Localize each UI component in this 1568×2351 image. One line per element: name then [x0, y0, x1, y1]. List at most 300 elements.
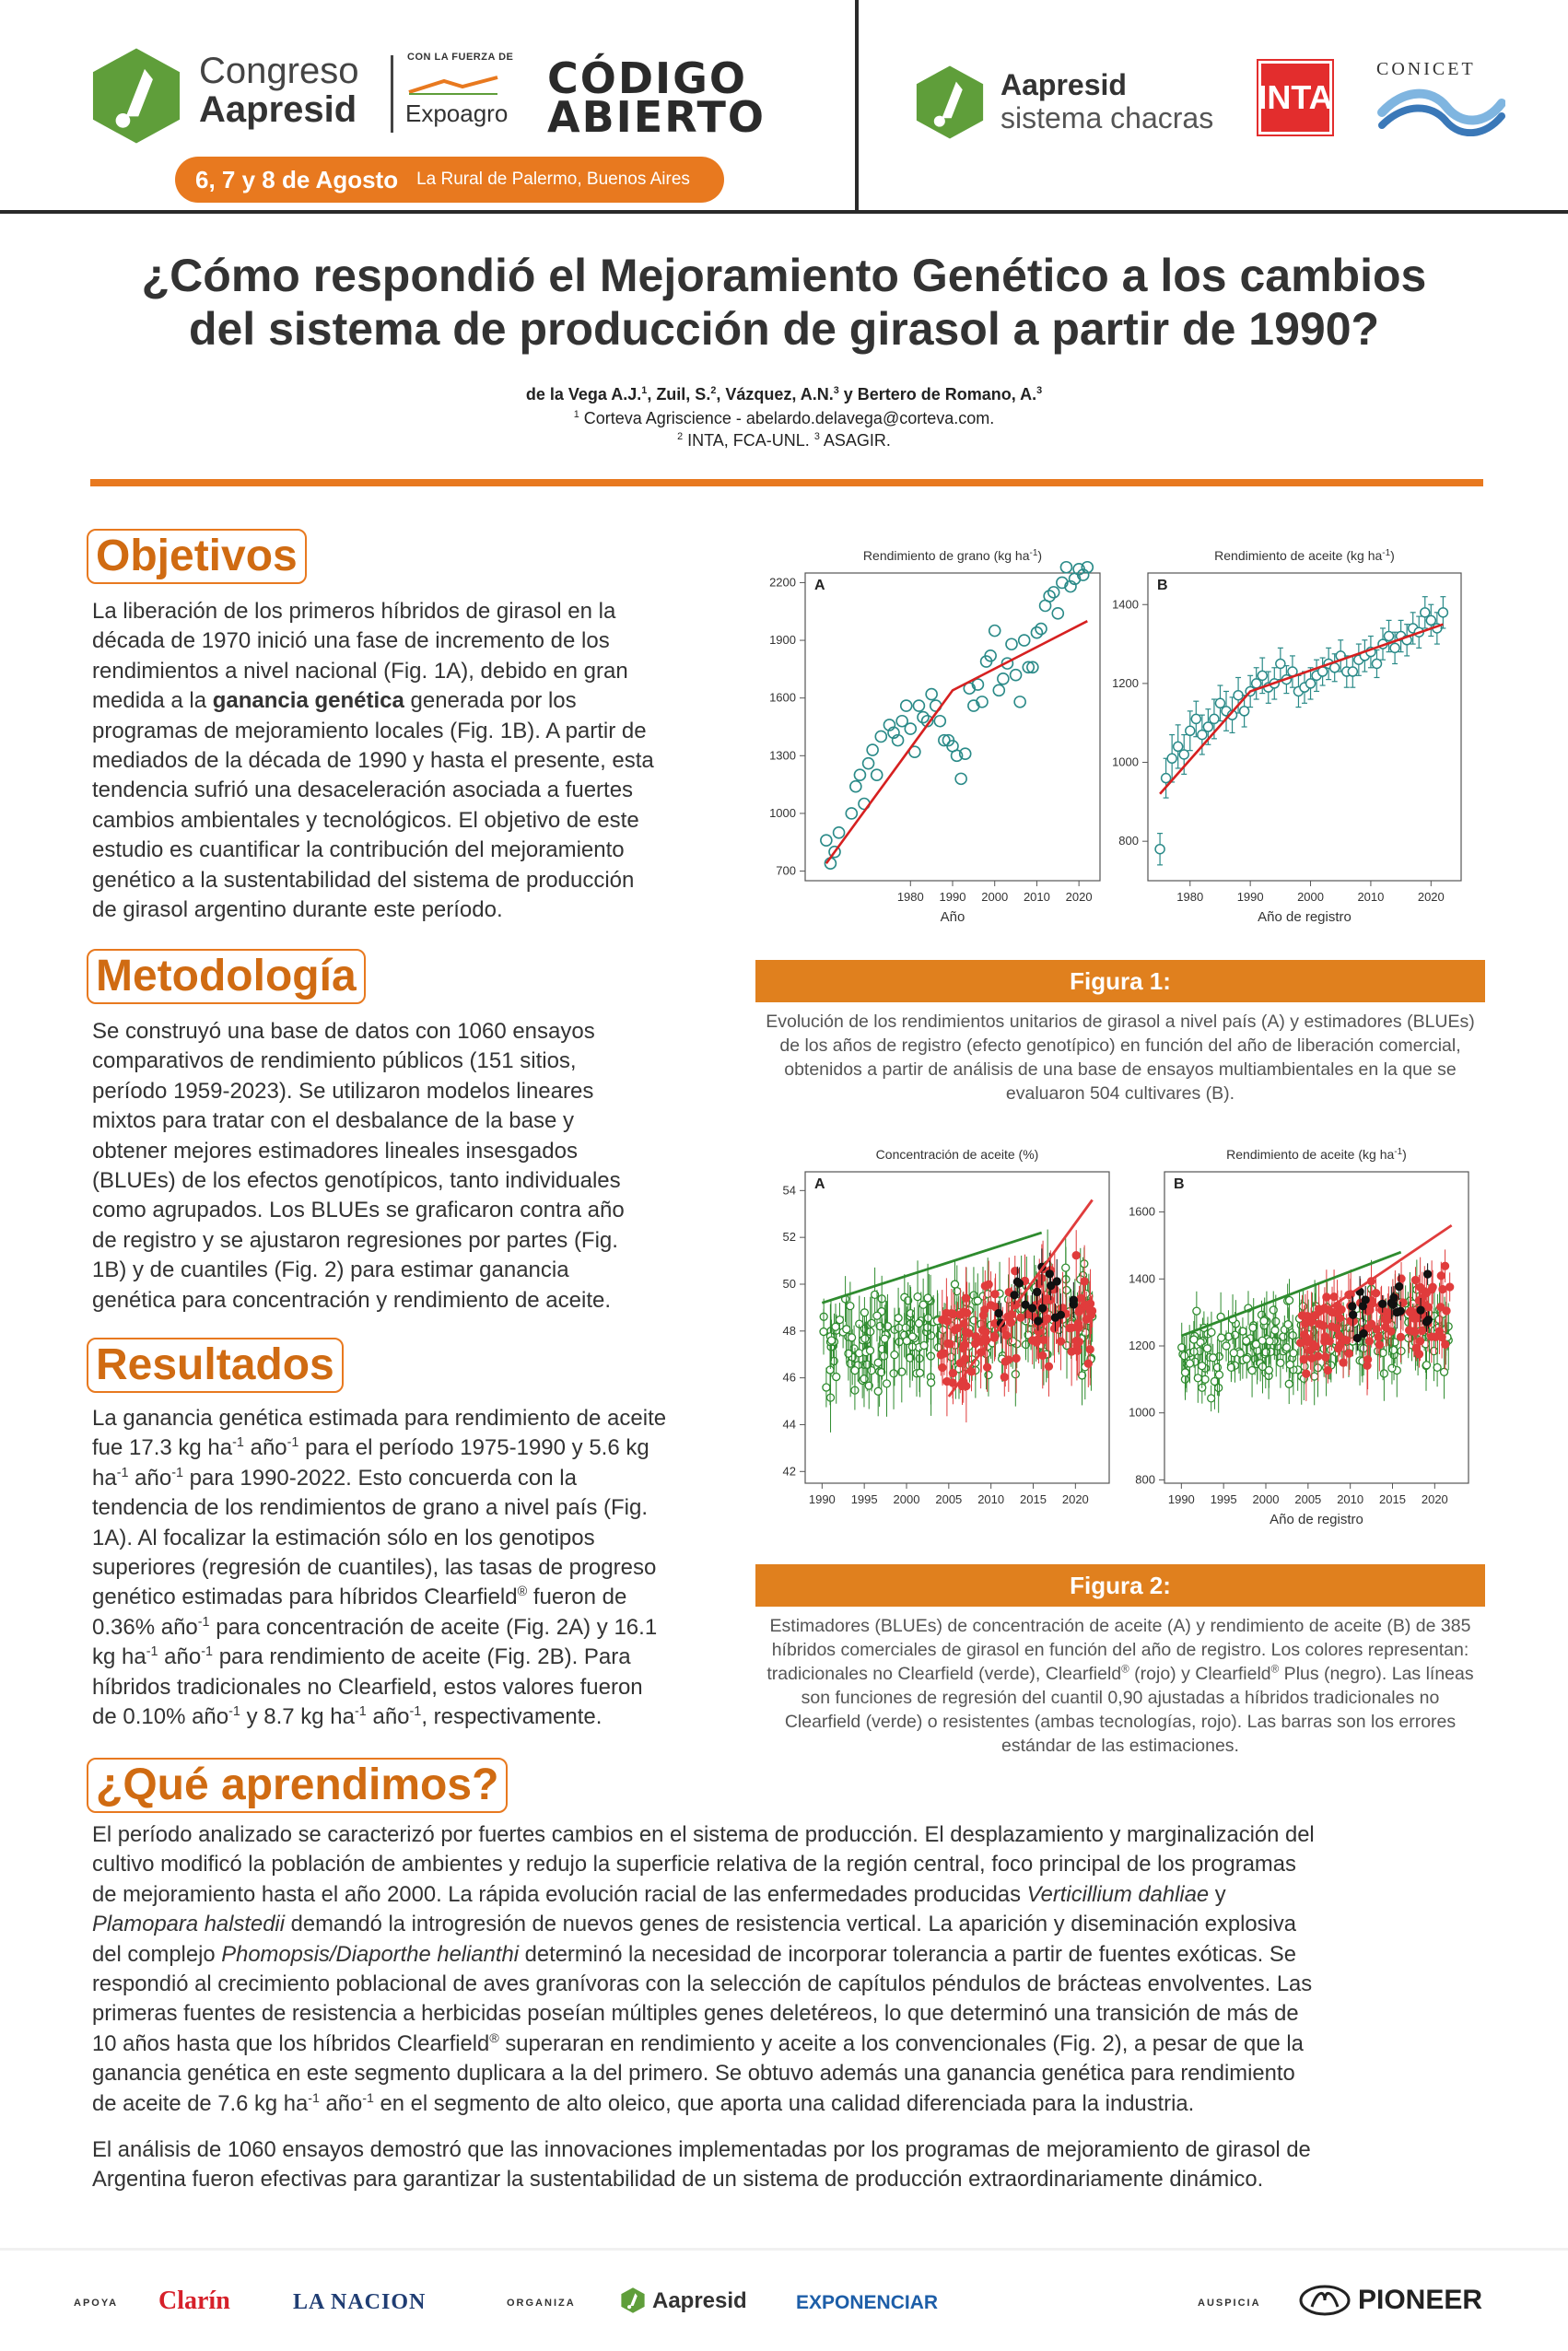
authors: de la Vega A.J.$^1$, Zuil, S.$^2$, Vázquez, A.N.$^3$ y Bertero de Romano, A.$^3$	[525, 385, 1043, 404]
fig2b-point	[1215, 1371, 1223, 1378]
fig1a-title: Rendimiento de grano (kg $ha^{-1}$)	[862, 547, 1043, 563]
fig2b-point	[1215, 1384, 1223, 1391]
fig2b-point	[1208, 1328, 1215, 1336]
fig2b-point	[1388, 1364, 1396, 1372]
fig1b-axes	[1112, 548, 1461, 926]
fig2a-point	[867, 1347, 874, 1354]
resultados-heading: Resultados	[87, 1338, 344, 1393]
fig1b-title: Rendimiento de aceite (kg $ha^{-1}$)	[1214, 547, 1395, 563]
fig2b-point	[1368, 1320, 1375, 1328]
fig2b-point	[1365, 1338, 1373, 1345]
fig2b-point	[1328, 1308, 1336, 1316]
fig1a-panel-label: A	[814, 578, 825, 593]
fig1b-point	[1240, 707, 1249, 716]
metodologia-text: Se construyó una base de datos con 1060 ensayos comparativos de rendimiento públicos (151 sitios, período 1959-2023). Se utilizaron modelos lineares mixtos para tratar con el desbalance de la base y obtener mejores estimadores lineales insesgados (BLUEs) de los efectos genotípicos, tanto individuales como agrupados. Los BLUEs se graficaron contra año de registro y se ajustaron regresiones por partes (Fig. 1B) y de cuantiles (Fig. 2) para estimar ganancia genética para concentración y rendimiento de aceite.	[92, 1019, 625, 1313]
fig2b-point	[1199, 1363, 1206, 1370]
fig1b-point	[1252, 679, 1261, 688]
fig2a-point	[881, 1335, 888, 1342]
fig2a-xtick-label-1995: 1995	[850, 1492, 878, 1506]
figure-1-chart	[743, 536, 1485, 951]
fig2b-point	[1290, 1350, 1297, 1357]
fig2b-point	[1390, 1294, 1398, 1302]
fig1b-point	[1179, 750, 1188, 759]
fig2b-point	[1419, 1327, 1426, 1334]
fig2b-point	[1437, 1304, 1445, 1311]
fig1b-point	[1421, 608, 1430, 617]
fig2b-point	[1181, 1369, 1188, 1376]
fig1b-point	[1276, 659, 1285, 668]
fig1a-point	[1052, 608, 1063, 619]
fig1b-ytick-label-1000: 1000	[1112, 754, 1139, 769]
fig2a-point	[1072, 1252, 1080, 1259]
title-rule	[90, 479, 1483, 486]
fig2b-point	[1328, 1346, 1335, 1353]
fig2b-point	[1424, 1316, 1432, 1324]
fig2b-point	[1379, 1300, 1387, 1307]
fig2a-point	[828, 1337, 836, 1344]
fig1b-xlabel: Año de registro	[1258, 909, 1352, 925]
aprendimos-text-1: El período analizado se caracterizó por fuertes cambios en el sistema de producción. El desplazamiento y marginalización del cultivo modificó la población de ambientes y redujo la superficie relativa de la región central, foco principal de los programas de mejoramiento hasta el año 2000. La rápida evolución racial de las enfermedades producidas Verticillium dahliae y Plamopara halstedii demandó la introgresión de nuevos genes de resistencia vertical. La aparición y diseminación explosiva del complejo Phomopsis/Diaporthe helianthi determinó la necesidad de incorporar tolerancia a partir de fuentes exóticas. Se respondió al crecimiento poblacional de aves granívoras con la selección de capítulos péndulos de brácteas envolventes. Las primeras fuentes de resistencia a herbicidas poseían múltiples genes deletéreos, lo que determinó una transición de más de 10 años hasta que los híbridos Clearfield® superaran en rendimiento y aceite a los convencionales (Fig. 2), a pesar de que la ganancia genética en este segmento duplicara a la del primero. Se obtuvo además una ganancia genética para rendimiento de aceite de 7.6 kg $ha^{-1}$ año$^{-1}$ en el segmento de alto oleico, que aporta una calidad diferenciada para la industria.	[92, 1822, 1315, 2116]
fig2a-point	[843, 1326, 850, 1333]
fig1b-point	[1372, 659, 1381, 668]
fig1b-point	[1306, 679, 1316, 688]
fig2b-point	[1277, 1359, 1284, 1366]
fig2a-point	[1063, 1286, 1071, 1293]
fig1a-point	[850, 781, 861, 792]
fig2a-panel-label: A	[814, 1176, 825, 1192]
fig2a-point	[823, 1384, 830, 1391]
fig2a-point	[943, 1378, 951, 1386]
congreso-logo-icon	[85, 44, 188, 147]
fig2b-point	[1289, 1332, 1296, 1339]
title-line-1: ¿Cómo respondió el Mejoramiento Genético a los cambios	[141, 250, 1427, 301]
fig2b-point	[1271, 1327, 1279, 1334]
fig1b-point	[1203, 722, 1212, 731]
fig2a-point	[861, 1335, 869, 1342]
fig2a-point	[848, 1334, 856, 1341]
figure-1-caption: Evolución de los rendimientos unitarios de girasol a nivel país (A) y estimadores (BLUEs) de los años de registro (efecto genotípico) en función del año de liberación comercial, obtenidos a partir de análisis de una base de ensayos multiambientales en la que se evaluaron 504 cultivares (B).	[766, 1012, 1475, 1104]
fig2a-point	[1068, 1348, 1075, 1355]
fig2b-ytick-label-1000: 1000	[1129, 1405, 1155, 1420]
fig1a-point	[875, 731, 886, 742]
fig2a-point	[995, 1310, 1002, 1317]
fig2a-point	[873, 1312, 881, 1319]
organiza-label: ORGANIZA	[507, 2298, 576, 2309]
fig2b-point	[1446, 1283, 1454, 1291]
fig2b-point	[1397, 1333, 1404, 1340]
fig2a-point	[979, 1312, 987, 1319]
fig2a-point	[820, 1328, 827, 1336]
fig2b-point	[1186, 1360, 1193, 1367]
fig2a-point	[1039, 1304, 1047, 1312]
fig1b-point	[1191, 714, 1200, 723]
fig2a-point	[1076, 1306, 1083, 1314]
fig2b-point	[1323, 1293, 1330, 1301]
fig2a-point	[1045, 1363, 1052, 1370]
fig2b-point	[1297, 1339, 1305, 1347]
fig2a-point	[1001, 1358, 1009, 1365]
fig1b-xtick-label-2000: 2000	[1297, 890, 1324, 904]
fig2a-point	[1028, 1304, 1036, 1312]
fig2b-point	[1364, 1356, 1372, 1363]
pioneer-oval-icon	[1299, 2285, 1351, 2316]
fig2b-point	[1223, 1342, 1230, 1350]
fig2b-point	[1304, 1338, 1311, 1345]
fig2b-point	[1380, 1370, 1387, 1377]
fig2b-title: Rendimiento de aceite (kg $ha^{-1}$)	[1226, 1146, 1407, 1162]
fig1a-ytick-label-1000: 1000	[769, 805, 796, 820]
affiliation-2: $^2$ INTA, FCA-UNL. $^3$ ASAGIR.	[677, 431, 891, 450]
fig2a-ytick-label-42: 42	[782, 1464, 796, 1479]
fig1a-point	[821, 835, 832, 846]
fig1b-point	[1330, 663, 1340, 673]
fig1b-point	[1348, 667, 1357, 676]
fig2b-point	[1359, 1318, 1366, 1326]
fig2a-point	[917, 1369, 924, 1376]
logo-divider	[391, 55, 393, 133]
fig2b-point	[1437, 1272, 1445, 1280]
fig2a-point	[951, 1281, 958, 1288]
fig2b-point	[1283, 1344, 1291, 1351]
fig1a-point	[872, 769, 883, 780]
fig2a-xtick-label-2000: 2000	[893, 1492, 920, 1506]
fig2b-point	[1375, 1333, 1382, 1340]
fig1a-ytick-label-1900: 1900	[769, 633, 796, 648]
fig2a-point	[954, 1288, 961, 1295]
fig2b-point	[1417, 1338, 1424, 1345]
fig1b-xtick-label-2020: 2020	[1417, 890, 1445, 904]
fig1b-xtick-label-2010: 2010	[1357, 890, 1385, 904]
fig2a-ytick-label-54: 54	[782, 1183, 796, 1198]
conicet-wordmark: CONICET	[1376, 59, 1476, 79]
fig2a-point	[1057, 1338, 1064, 1345]
fig2b-point	[1442, 1340, 1449, 1348]
fig2a-point	[1075, 1325, 1082, 1332]
figure-2-caption: Estimadores (BLUEs) de concentración de aceite (A) y rendimiento de aceite (B) de 385 híbridos comerciales de girasol en función del año de registro. Los colores representan: tradicionales no Clearfield (verde), Clearfield® (rojo) y Clearfield® Plus (negro). Las líneas son funciones de regresión del cuantil 0,90 ajustadas a híbridos tradicionales no Clearfield (verde) o resistentes (ambas tecnologías, rojo). Las barras son los errores estándar de las estimaciones.	[766, 1616, 1474, 1756]
fig2b-point	[1428, 1333, 1435, 1340]
fig1a-xlabel: Año	[940, 909, 965, 925]
fig2b-point	[1298, 1312, 1305, 1319]
fig1a-point	[1014, 696, 1025, 708]
fig1a-point	[854, 769, 865, 780]
fig2b-point	[1210, 1354, 1217, 1362]
fig2a-point	[1009, 1338, 1016, 1345]
fig2a-point	[940, 1327, 947, 1334]
fig2a-point	[924, 1294, 931, 1302]
fig2b-point	[1193, 1307, 1200, 1315]
poster-header	[0, 0, 1568, 214]
fig2b-point	[1411, 1277, 1419, 1284]
fig1b-point	[1385, 632, 1394, 641]
fig1a-point	[989, 626, 1000, 637]
fig2b-point	[1424, 1270, 1432, 1278]
fig2a-point	[1022, 1301, 1029, 1308]
fig2a-point	[851, 1367, 859, 1374]
fig2a-point	[914, 1293, 921, 1301]
fig2b-point	[1396, 1283, 1403, 1291]
fig1a-point	[1019, 635, 1030, 646]
fig2b-point	[1266, 1338, 1273, 1345]
fig2b-point	[1423, 1362, 1431, 1369]
fig2b-point	[1375, 1341, 1383, 1349]
fig2b-point	[1218, 1334, 1225, 1341]
fig2a-point	[860, 1309, 868, 1316]
fig2a-point	[948, 1310, 955, 1317]
fig2a-point	[1012, 1371, 1019, 1378]
fig2b-point	[1190, 1336, 1198, 1343]
figure-2-chart	[743, 1139, 1485, 1555]
fig1a-point	[901, 700, 912, 711]
conicet-waves-icon	[1376, 85, 1505, 136]
fig2b-point	[1384, 1316, 1391, 1324]
fig1a-point	[867, 744, 878, 755]
fig1a-ytick-label-1300: 1300	[769, 748, 796, 763]
fig2b-ytick-label-1600: 1600	[1129, 1204, 1155, 1219]
codigo-wordmark: CÓDIGO	[547, 53, 748, 103]
fig2b-point	[1312, 1343, 1319, 1351]
fig2a-point	[1034, 1288, 1041, 1295]
fig2a-point	[874, 1359, 882, 1366]
fig2a-point	[883, 1380, 890, 1387]
fig2b-point	[1387, 1328, 1395, 1335]
fig1a-point	[1060, 562, 1071, 573]
fig2a-title: Concentración de aceite (%)	[875, 1147, 1039, 1162]
fig2b-point	[1330, 1293, 1338, 1301]
fig2a-ytick-label-46: 46	[782, 1370, 796, 1385]
fig2a-point	[1034, 1336, 1041, 1343]
sistema-chacras-wordmark: sistema chacras	[1000, 101, 1214, 135]
fig2a-point	[1059, 1304, 1067, 1312]
fig2b-point	[1389, 1346, 1397, 1353]
aapresid-logo-icon	[910, 63, 989, 142]
fig1b-xtick-label-1980: 1980	[1176, 890, 1204, 904]
fig2b-point	[1243, 1337, 1250, 1344]
exponenciar-logo: EXPONENCIAR	[796, 2292, 939, 2313]
fig2a-point	[833, 1374, 840, 1381]
fig2b-point	[1249, 1324, 1257, 1331]
fig2b-point	[1194, 1374, 1201, 1382]
fig2a-point	[956, 1360, 964, 1367]
figure-2	[743, 1139, 1485, 1555]
fig2b-point	[1324, 1366, 1331, 1374]
fig2a-point	[1062, 1264, 1070, 1271]
fig2a-point	[928, 1379, 935, 1386]
fig1b-point	[1155, 845, 1164, 854]
fig2b-point	[1373, 1290, 1380, 1297]
fig1b-point	[1167, 754, 1176, 763]
fig2a-xtick-label-2015: 2015	[1020, 1492, 1047, 1506]
fig2b-point	[1230, 1350, 1237, 1357]
fig2b-point	[1340, 1359, 1347, 1366]
figure-2-bar: Figura 2:	[755, 1564, 1485, 1607]
fig2a-point	[920, 1341, 928, 1349]
title-line-2: del sistema de producción de girasol a partir de 1990?	[188, 303, 1380, 355]
fig2a-point	[972, 1333, 979, 1340]
fig2b-xtick-label-1995: 1995	[1210, 1492, 1237, 1506]
fig2a-point	[832, 1323, 839, 1330]
fig2a-point	[902, 1324, 909, 1331]
fig1b-ytick-label-1400: 1400	[1112, 597, 1139, 612]
fig2a-point	[880, 1352, 887, 1360]
resultados-text: La ganancia genética estimada para rendimiento de aceite fue 17.3 kg $ha^{-1}$ año$^{-1}$ para el período 1975-1990 y 5.6 kg $ha^{-1}$ año$^{-1}$ para 1990-2022. Esto concuerda con la tendencia de los rendimientos de grano a nivel país (Fig. 1A). Al focalizar la estimación sólo en los genotipos superiores (regresión de cuantiles), las tasas de progreso genético estimadas para híbridos Clearfield® fueron de 0.36% año$^{-1}$ para concentración de aceite (Fig. 2A) y 16.1 kg $ha^{-1}$ año$^{-1}$ para rendimiento de aceite (Fig. 2B). Para híbridos tradicionales no Clearfield, estos valores fueron de 0.10% año$^{-1}$ y 8.7 kg $ha^{-1}$ año$^{-1}$, respectivamente.	[92, 1406, 667, 1730]
aprendimos-text-2: El análisis de 1060 ensayos demostró que las innovaciones implementadas por los programas de mejoramiento de girasol de Argentina fueron efectivas para garantizar la sustentabilidad de un sistema de producción extraordinariamente dinámico.	[92, 2137, 1311, 2193]
fig2a-point	[946, 1340, 954, 1348]
fig2a-point	[1035, 1317, 1042, 1325]
fig2b-point	[1285, 1380, 1293, 1387]
fig2b-point	[1286, 1361, 1293, 1368]
fig2b-point	[1398, 1347, 1405, 1354]
fig1a-point	[846, 808, 857, 819]
fig2a-point	[962, 1328, 969, 1336]
fig2a-point	[890, 1370, 897, 1377]
fig2a-point	[1013, 1278, 1021, 1285]
fig2a-point	[1086, 1306, 1094, 1314]
fig2b-point	[1349, 1303, 1356, 1310]
fig2a-point	[924, 1324, 931, 1331]
fig2a-point	[1002, 1331, 1010, 1339]
aapresid-wordmark: Aapresid	[1000, 68, 1127, 101]
fig2a-point	[985, 1281, 992, 1288]
fig2a-ytick-label-52: 52	[782, 1230, 796, 1245]
fig1b-ytick-label-800: 800	[1118, 834, 1139, 848]
fig1a-point	[1006, 638, 1017, 649]
fig2a-ytick-label-44: 44	[782, 1417, 796, 1432]
fig2a-point	[1070, 1296, 1077, 1304]
fig2b-point	[1208, 1395, 1215, 1402]
abierto-wordmark: ABIERTO	[547, 92, 766, 142]
affiliation-1: $^1$ Corteva Agriscience - abelardo.delavega@corteva.com.	[573, 409, 995, 427]
fig2b-xlabel: Año de registro	[1270, 1512, 1363, 1527]
objetivos-heading: Objetivos	[87, 529, 307, 584]
fig1b-point	[1162, 774, 1171, 783]
event-date-badge	[175, 157, 724, 203]
footer-aapresid-logo: Aapresid	[652, 2288, 747, 2313]
fig2a-point	[981, 1335, 989, 1342]
fig2a-point	[984, 1363, 991, 1371]
fig2b-point	[1270, 1306, 1277, 1314]
fig2a-point	[1017, 1314, 1024, 1321]
fig1a-point	[993, 684, 1004, 696]
fig2b-point	[1439, 1285, 1446, 1292]
fig2b-point	[1353, 1334, 1361, 1341]
event-place: La Rural de Palermo, Buenos Aires	[416, 170, 690, 189]
fig2b-xtick-label-2010: 2010	[1337, 1492, 1364, 1506]
fig2b-point	[1397, 1307, 1404, 1315]
poster-title	[55, 249, 1513, 356]
fig2a-point	[1012, 1354, 1020, 1362]
fig1a-point	[1011, 670, 1022, 681]
inta-logo: INTA	[1258, 61, 1332, 135]
fig2b-xtick-label-2015: 2015	[1379, 1492, 1406, 1506]
fig2a-point	[845, 1350, 852, 1357]
fig2a-point	[974, 1297, 981, 1304]
fig1b-point	[1390, 643, 1399, 652]
fig1a-point	[834, 827, 845, 838]
congreso-wordmark: Congreso Aapresid	[199, 51, 359, 130]
fig1b-point	[1438, 608, 1447, 617]
apoya-label: APOYA	[74, 2298, 119, 2309]
clarin-logo: Clarín	[158, 2287, 230, 2315]
fig1a-ytick-label-1600: 1600	[769, 690, 796, 705]
fig2b-point	[1284, 1321, 1292, 1328]
fig1b-point	[1198, 731, 1207, 740]
fig2b-point	[1243, 1355, 1250, 1363]
fig2a-point	[1077, 1294, 1084, 1302]
fig1a-xtick-label-1980: 1980	[896, 890, 924, 904]
fig2a-ytick-label-50: 50	[782, 1276, 796, 1291]
fig2b-xtick-label-2020: 2020	[1421, 1492, 1448, 1506]
fig2b-xtick-label-2005: 2005	[1294, 1492, 1322, 1506]
fig2a-point	[903, 1338, 910, 1345]
event-date: 6, 7 y 8 de Agosto	[195, 165, 399, 193]
metodologia-heading: Metodología	[87, 949, 366, 1004]
fig2b-point	[1422, 1290, 1430, 1297]
fig2b-xtick-label-1990: 1990	[1167, 1492, 1195, 1506]
fig2a-point	[954, 1325, 961, 1332]
fig2a-point	[1081, 1278, 1088, 1285]
fig2a-point	[937, 1351, 944, 1359]
fig2a-point	[895, 1315, 902, 1322]
fig2b-ytick-label-1200: 1200	[1129, 1338, 1155, 1352]
fig2a-point	[860, 1375, 868, 1383]
fig2b-point	[1433, 1363, 1441, 1371]
fig2b-point	[1308, 1354, 1316, 1362]
fig1b-point	[1258, 671, 1267, 680]
fig2a-point	[907, 1310, 915, 1317]
fig1b-point	[1174, 742, 1183, 751]
fig2b-point	[1286, 1296, 1293, 1304]
fig2b-point	[1326, 1338, 1333, 1345]
fig2b-ytick-label-1400: 1400	[1129, 1271, 1155, 1286]
fig1b-ytick-label-1200: 1200	[1112, 675, 1139, 690]
fig2b-point	[1410, 1315, 1418, 1322]
fig1b-point	[1215, 698, 1224, 708]
fig1a-ytick-label-2200: 2200	[769, 575, 796, 590]
fig2a-xtick-label-1990: 1990	[808, 1492, 836, 1506]
fig2a-point	[836, 1316, 843, 1324]
fig2a-point	[964, 1309, 971, 1316]
fig1b-panel-label: B	[1157, 578, 1168, 593]
figure-1-bar: Figura 1:	[755, 960, 1485, 1002]
fig2b-point	[1335, 1345, 1342, 1352]
fig2b-panel-label: B	[1174, 1176, 1185, 1192]
fig2a-xtick-label-2020: 2020	[1061, 1492, 1089, 1506]
fig1b-point	[1426, 615, 1435, 625]
fig2b-point	[1332, 1325, 1340, 1332]
fig2a-point	[972, 1340, 979, 1348]
fig2a-point	[847, 1303, 854, 1310]
fig2a-point	[1039, 1352, 1047, 1360]
fig2a-point	[948, 1353, 955, 1361]
fig1b-point	[1186, 726, 1195, 735]
fig2b-point	[1435, 1328, 1443, 1335]
fig2b-point	[1416, 1351, 1423, 1358]
fig1a-xtick-label-2000: 2000	[981, 890, 1009, 904]
fig2a-point	[1035, 1328, 1042, 1336]
fig1a-xtick-label-1990: 1990	[939, 890, 966, 904]
fig2a-point	[915, 1319, 922, 1327]
fig2b-point	[1343, 1337, 1351, 1344]
fig2b-point	[1252, 1340, 1259, 1348]
fig2a-point	[1046, 1270, 1053, 1278]
fig1a-point	[934, 716, 945, 727]
fig2b-ytick-label-800: 800	[1135, 1472, 1155, 1487]
fig1b-xtick-label-1990: 1990	[1236, 890, 1264, 904]
fig1a-xtick-label-2010: 2010	[1023, 890, 1050, 904]
fig1b-point	[1234, 691, 1243, 700]
fig2a-point	[1084, 1360, 1092, 1367]
footer-aapresid-icon	[619, 2287, 647, 2314]
